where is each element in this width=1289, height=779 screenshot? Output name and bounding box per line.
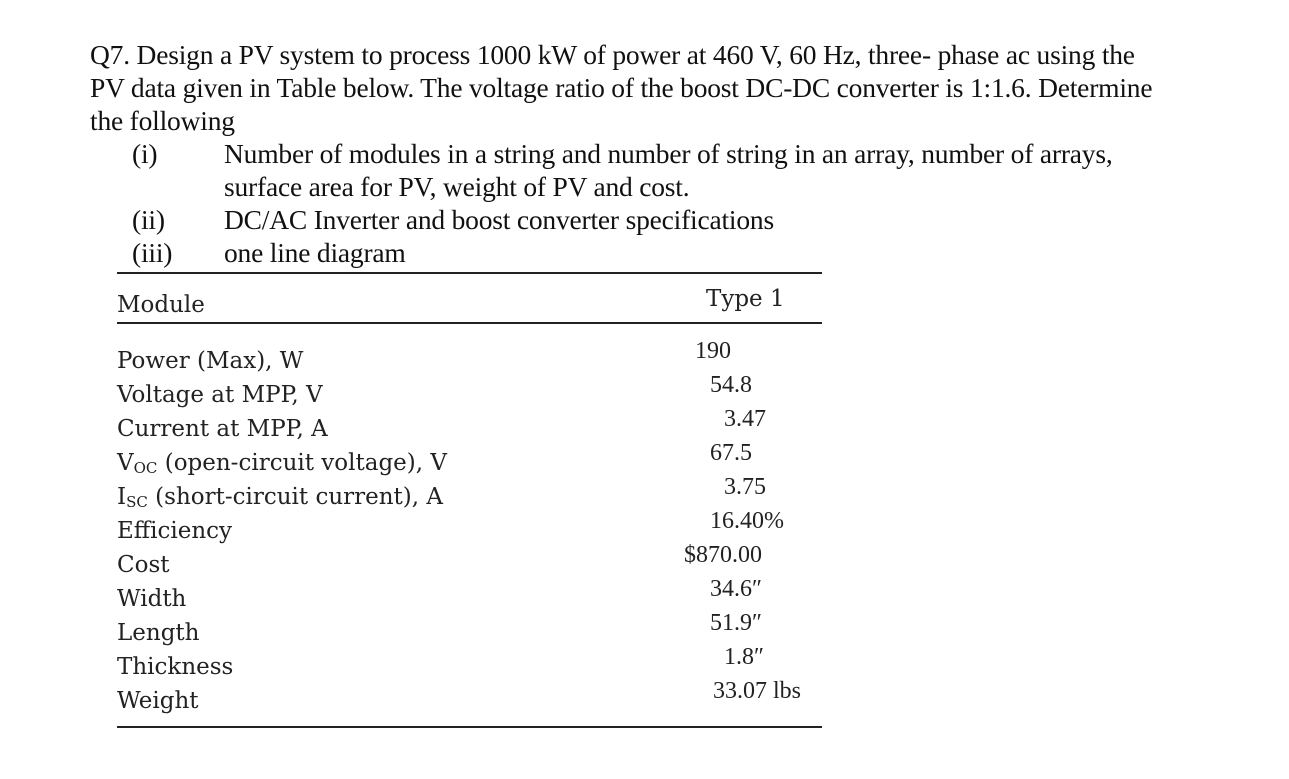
- row-value: 3.75: [724, 474, 766, 500]
- row-value: 33.07 lbs: [713, 678, 802, 704]
- subitem-number: (i): [132, 138, 158, 169]
- row-label-sub: OC: [133, 459, 158, 477]
- subitem-text-line: surface area for PV, weight of PV and cost.: [224, 171, 690, 202]
- row-value: 190: [695, 338, 731, 364]
- row-label: Thickness: [117, 654, 234, 680]
- table-row: [117, 678, 822, 722]
- row-value: 16.40%: [710, 508, 784, 534]
- row-label: Efficiency: [117, 518, 233, 544]
- row-label: Voltage at MPP, V: [117, 382, 323, 408]
- row-label-rest: (short-circuit current), A: [147, 484, 444, 510]
- row-value: $870.00: [684, 542, 762, 568]
- subitem-text: DC/AC Inverter and boost converter specifications: [224, 204, 774, 235]
- row-value: 51.9″: [710, 610, 762, 636]
- question-line-2: PV data given in Table below. The voltage ratio of the boost DC-DC converter is 1:1.6. Determine: [90, 72, 1153, 103]
- subitem-text: one line diagram: [224, 237, 406, 268]
- question-text: [90, 38, 1265, 269]
- row-label: [117, 484, 443, 511]
- subitem-i: [90, 137, 1265, 203]
- row-label: [117, 450, 447, 477]
- row-value: 67.5: [710, 440, 752, 466]
- row-value: 34.6″: [710, 576, 762, 602]
- row-label: Weight: [117, 688, 199, 714]
- row-label: Cost: [117, 552, 170, 578]
- row-label-main: V: [117, 450, 134, 476]
- subitem-text: [224, 137, 1265, 203]
- subitem-number: (ii): [132, 204, 165, 235]
- row-label: Current at MPP, A: [117, 416, 328, 442]
- question-line-3: the following: [90, 105, 235, 136]
- header-type-1: Type 1: [706, 285, 785, 312]
- table-row: [117, 610, 822, 654]
- row-label: Power (Max), W: [117, 348, 304, 374]
- row-label: Length: [117, 620, 200, 646]
- row-value: 1.8″: [724, 644, 764, 670]
- row-value: 54.8: [710, 372, 752, 398]
- header-module: Module: [117, 291, 205, 318]
- subitem-ii: [90, 203, 1265, 236]
- subitem-iii: [90, 236, 1265, 269]
- row-label-main: I: [117, 484, 127, 510]
- table-row: [117, 440, 822, 484]
- row-label-rest: (open-circuit voltage), V: [157, 450, 447, 476]
- row-value: 3.47: [724, 406, 766, 432]
- pv-module-table: [117, 272, 822, 728]
- subitem-text-line: Number of modules in a string and number of string in an array, number of arrays,: [224, 138, 1113, 169]
- table-body: [117, 324, 822, 726]
- table-header: [117, 274, 822, 322]
- table-bottom-rule: [117, 726, 822, 728]
- question-line-1: Q7. Design a PV system to process 1000 kW of power at 460 V, 60 Hz, three- phase ac using the: [90, 39, 1135, 70]
- table-row: [117, 372, 822, 416]
- row-label-sub: SC: [126, 493, 148, 511]
- row-label: Width: [117, 586, 187, 612]
- subitem-number: (iii): [132, 237, 173, 268]
